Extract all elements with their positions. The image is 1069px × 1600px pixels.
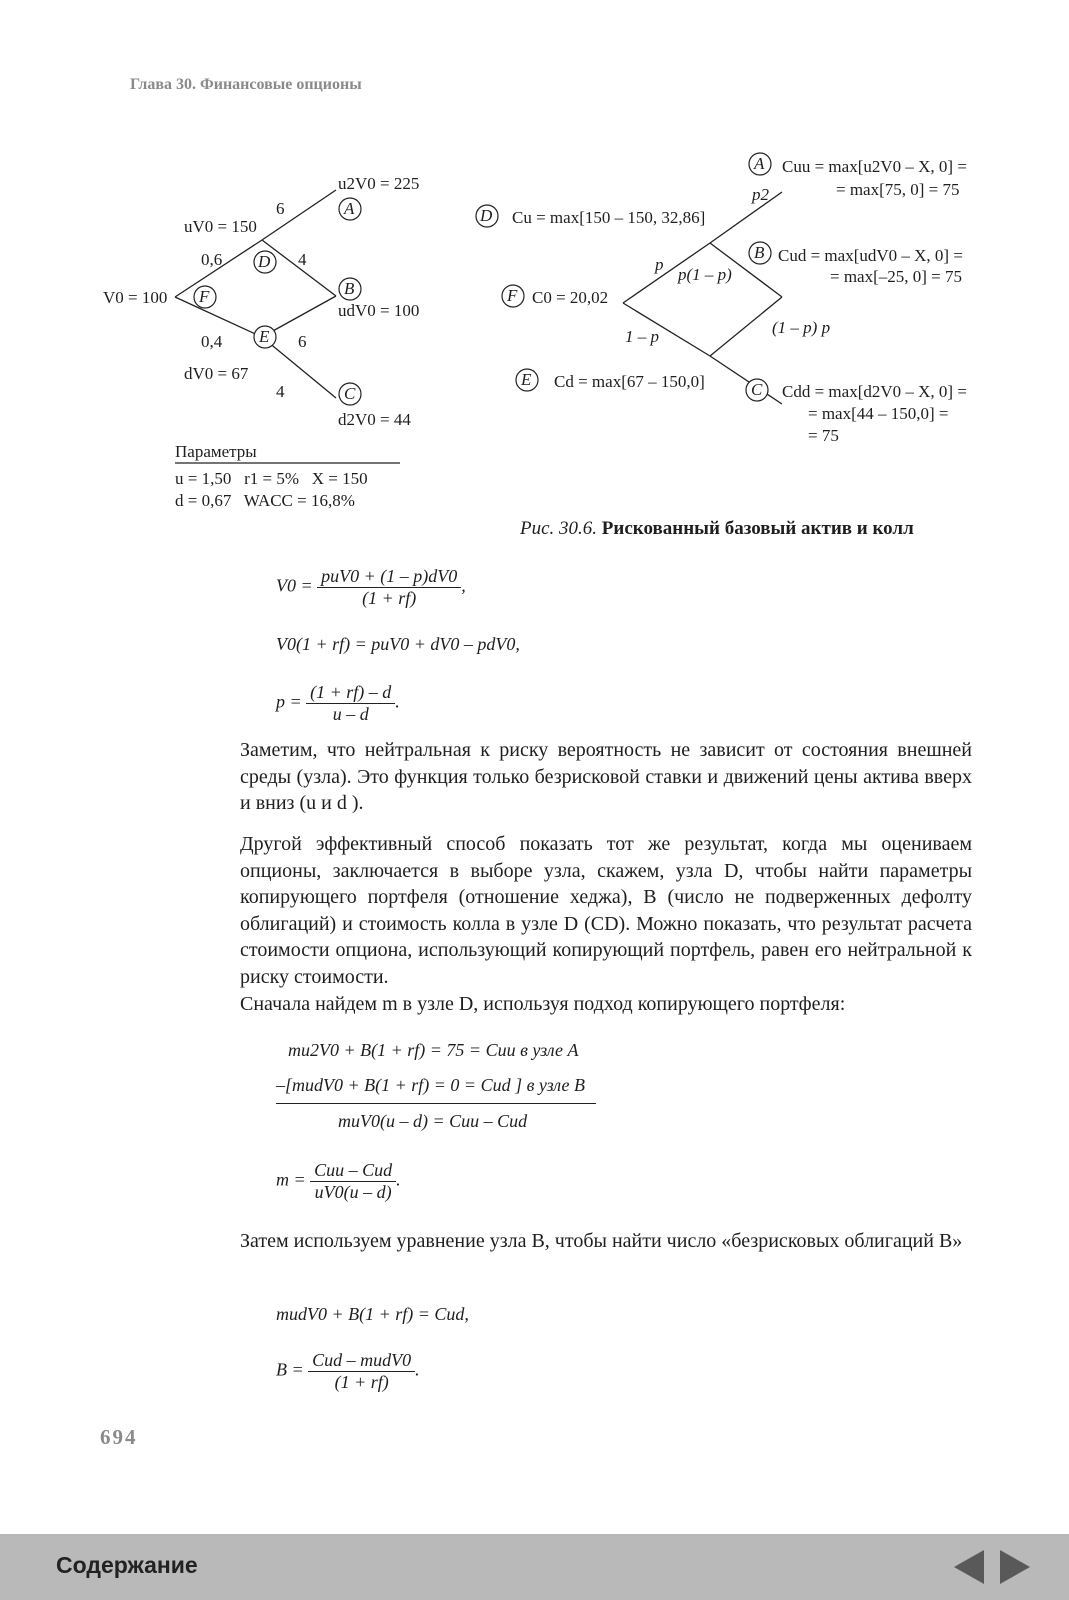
prob-p2: p2 <box>752 185 769 204</box>
node-label-d-right: D <box>480 206 493 225</box>
equation-p: p = $\frac{(1 + rf) - d}{u - d}$ . <box>276 682 400 724</box>
label-cuu-line2: = max[75, 0] = 75 <box>836 180 960 199</box>
label-cud-line2: = max[–25, 0] = 75 <box>830 267 963 286</box>
node-label-b: B <box>344 279 355 298</box>
paragraph-find-b: Затем используем уравнение узла B, чтобы найти число «безрисковых облигаций B» <box>240 1230 963 1252</box>
system-line-2: –[mudV0 + B(1 + rf) = 0 = Cud ] в узле B <box>276 1075 586 1095</box>
node-label-b-right: B <box>754 243 765 262</box>
system-line-1: mu2V0 + B(1 + rf) = 75 = Cuu в узле A <box>288 1040 579 1060</box>
params-row-1: u = 1,50 r1 = 5% X = 150 <box>175 469 368 488</box>
chapter-header: Глава 30. Финансовые опционы <box>130 76 362 93</box>
weight-4-mid: 4 <box>298 250 307 269</box>
node-label-c-right: C <box>751 380 763 399</box>
system-rule <box>276 1103 596 1104</box>
previous-page-icon[interactable] <box>954 1550 984 1584</box>
label-cdd-line1: Cdd = max[d2V0 – X, 0] = <box>782 382 967 401</box>
equation-v0-expanded: V0(1 + rf) = puV0 + dV0 – pdV0, <box>276 634 520 654</box>
footer-bar <box>0 1534 1069 1600</box>
label-dv0: dV0 = 67 <box>184 364 249 383</box>
paragraph-find-m: Сначала найдем m в узле D, используя подход копирующего портфеля: <box>240 993 846 1015</box>
label-uv0: uV0 = 150 <box>184 217 257 236</box>
node-label-d: D <box>258 252 271 271</box>
prob-1-p-p: (1 – p) p <box>772 318 831 337</box>
toc-link[interactable]: Содержание <box>56 1552 198 1578</box>
equation-node-b: mudV0 + B(1 + rf) = Cud, <box>276 1304 469 1324</box>
figure-caption-label: Рис. 30.6. <box>520 518 598 539</box>
label-d2v0: d2V0 = 44 <box>338 410 411 429</box>
next-page-icon[interactable] <box>1000 1550 1030 1584</box>
weight-6-top: 6 <box>276 199 285 218</box>
paragraph-risk-neutral: Заметим, что нейтральная к риску вероятность не зависит от состояния внешней среды (узла). Это функция только безрисковой ставки и движений цены актива вверх и вниз (u и d ). <box>240 739 972 814</box>
node-label-a: A <box>344 199 355 218</box>
label-udv0: udV0 = 100 <box>338 301 420 320</box>
label-v0: V0 = 100 <box>103 288 168 307</box>
equation-b: B = $\frac{\text{Cud – mudV0}}{(1 + rf)}$ . <box>276 1350 420 1392</box>
prob-p-1-p: p(1 – p) <box>678 265 732 284</box>
prob-1-p: 1 – p <box>625 327 659 346</box>
equation-m: m = $\frac{\text{Cuu – Cud}}{uV0(u - d)}$ . <box>276 1160 401 1202</box>
label-cdd-line2: = max[44 – 150,0] = <box>808 404 949 423</box>
weight-6-mid: 6 <box>298 332 307 351</box>
label-cud-line1: Cud = max[udV0 – X, 0] = <box>778 246 963 265</box>
label-u2v0: u2V0 = 225 <box>338 174 420 193</box>
system-result: muV0(u – d) = Cuu – Cud <box>338 1111 528 1131</box>
node-label-f-right: F <box>507 286 518 305</box>
node-label-f: F <box>199 287 210 306</box>
prob-p: p <box>655 255 664 274</box>
equation-v0: V0 = $\frac{\text{puV0 + (1 – p)dV0}}{(1 + rf)}$ , <box>276 566 466 608</box>
params-title: Параметры <box>175 442 257 461</box>
node-label-e-right: E <box>521 370 532 389</box>
prob-up: 0,6 <box>201 250 223 269</box>
page-number: 694 <box>100 1425 138 1449</box>
label-cd: Cd = max[67 – 150,0] <box>554 372 705 391</box>
node-label-e: E <box>259 327 270 346</box>
label-cuu-line1: Cuu = max[u2V0 – X, 0] = <box>782 157 967 176</box>
weight-4-bottom: 4 <box>276 382 285 401</box>
label-cu: Cu = max[150 – 150, 32,86] <box>512 208 706 227</box>
label-cdd-line3: = 75 <box>808 426 839 445</box>
figure-caption-title: Рискованный базовый актив и колл <box>601 518 914 539</box>
label-c0: C0 = 20,02 <box>532 288 609 307</box>
paragraph-replicating-portfolio: Другой эффективный способ показать тот же результат, когда мы оцениваем опционы, заключается в выборе узла, скажем, узла D, чтобы найти параметры копирующего портфеля (отношение хеджа), B (число не подверженных дефолту облигаций) и стоимость колла в узле D (CD). Можно показать, что результат расчета стоимости опциона, использующий копирующий портфель, равен его нейтральной к риску стоимости. <box>240 833 972 988</box>
figure-caption <box>520 518 914 540</box>
node-label-c: C <box>344 384 356 403</box>
params-row-2: d = 0,67 WACC = 16,8% <box>175 491 355 510</box>
prob-down: 0,4 <box>201 332 223 351</box>
node-label-a-right: A <box>754 154 765 173</box>
